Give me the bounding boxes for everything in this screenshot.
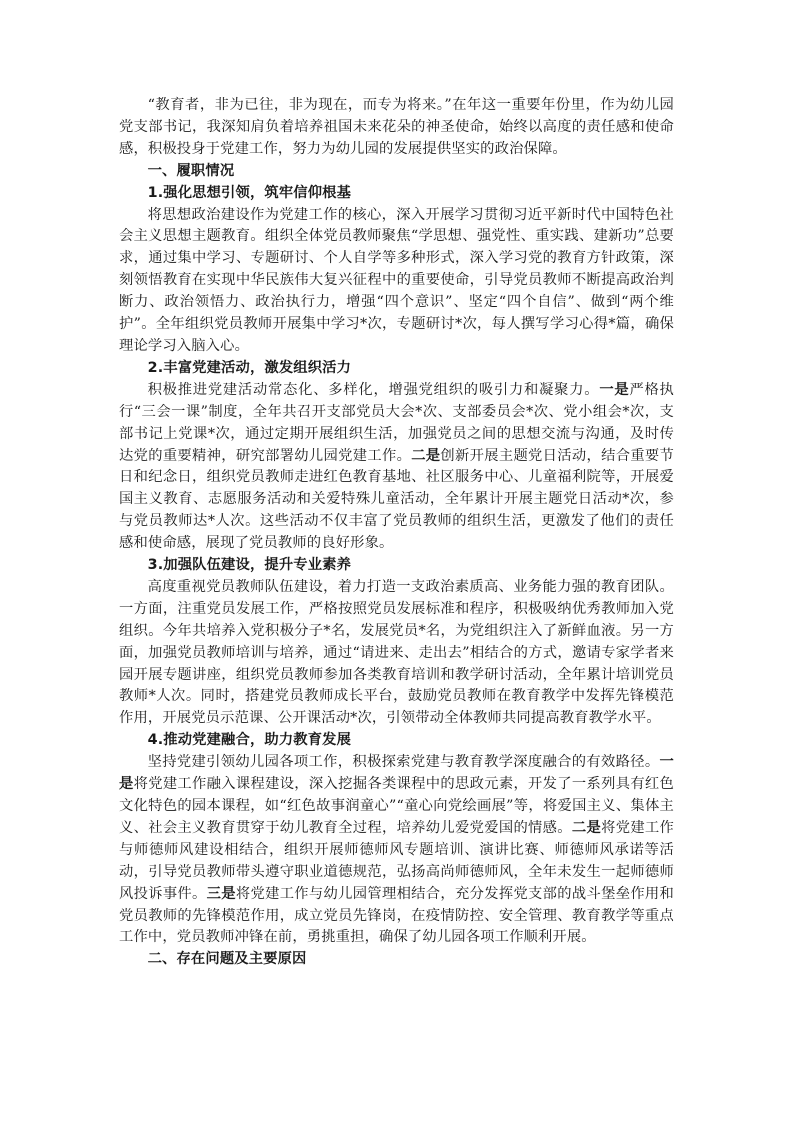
keyword-third: 三是	[206, 885, 236, 902]
subsection-4-point-3: 将党建工作与幼儿园管理相结合，充分发挥党支部的战斗堡垒作用和党员教师的先锋模范作用，成立党员先锋岗，在疫情防控、安全管理、教育教学等重点工作中，党员教师冲锋在前，勇挑重担，确保了幼儿园各项工作顺利开展。	[119, 885, 674, 946]
subsection-1-paragraph: 将思想政治建设作为党建工作的核心，深入开展学习贯彻习近平新时代中国特色社会主义思想主题教育。组织全体党员教师聚焦“学思想、强党性、重实践、建新功”总要求，通过集中学习、专题研讨、个人自学等多种形式，深入学习党的教育方针政策，深刻领悟教育在实现中华民族伟大复兴征程中的重要使命，引导党员教师不断提高政治判断力、政治领悟力、政治执行力，增强“四个意识”、坚定“四个自信”、做到“两个维护”。全年组织党员教师开展集中学习*次，专题研讨*次，每人撰写学习心得*篇，确保理论学习入脑入心。	[119, 206, 674, 354]
subsection-heading-4: 4.推动党建融合，助力教育发展	[147, 732, 352, 749]
subsection-2-point-1: 严格执行“三会一课”制度，全年共召开支部党员大会*次、支部委员会*次、党小组会*次，支部书记上党课*次，通过定期开展组织生活，加强党员之间的思想交流与沟通，及时传达党的重要精神，研究部署幼儿园党建工作。	[119, 381, 674, 464]
subsection-2-lead: 积极推进党建活动常态化、多样化，增强党组织的吸引力和凝聚力。	[147, 381, 600, 398]
keyword-first: 一是	[119, 754, 674, 793]
subsection-4-lead: 坚持党建引领幼儿园各项工作，积极探索党建与教育教学深度融合的有效路径。	[147, 754, 660, 771]
subsection-2-point-2: 创新开展主题党日活动，结合重要节日和纪念日，组织党员教师走进红色教育基地、社区服务中心、儿童福利院等，开展爱国主义教育、志愿服务活动和关爱特殊儿童活动，全年累计开展主题党日活动*次，参与党员教师达*人次。这些活动不仅丰富了党员教师的组织生活，更激发了他们的责任感和使命感，展现了党员教师的良好形象。	[119, 447, 674, 552]
subsection-heading-2: 2.丰富党建活动，激发组织活力	[147, 359, 352, 376]
keyword-second: 二是	[411, 447, 441, 464]
document-body	[119, 95, 674, 971]
keyword-first: 一是	[599, 381, 630, 398]
section-heading-performance: 一、履职情况	[147, 162, 235, 179]
intro-paragraph: “教育者，非为已往，非为现在，而专为将来。”在年这一重要年份里，作为幼儿园党支部书记，我深知肩负着培养祖国未来花朵的神圣使命，始终以高度的责任感和使命感，积极投身于党建工作，努力为幼儿园的发展提供坚实的政治保障。	[119, 97, 674, 157]
subsection-2-paragraph	[119, 380, 674, 555]
subsection-4-point-2: 将党建工作与师德师风建设相结合，组织开展师德师风专题培训、演讲比赛、师德师风承诺等活动，引导党员教师带头遵守职业道德规范，弘扬高尚师德师风，全年未发生一起师德师风投诉事件。	[119, 819, 674, 902]
keyword-second: 二是	[571, 819, 602, 836]
subsection-3-paragraph: 高度重视党员教师队伍建设，着力打造一支政治素质高、业务能力强的教育团队。一方面，注重党员发展工作，严格按照党员发展标准和程序，积极吸纳优秀教师加入党组织。今年共培养入党积极分子*名，发展党员*名，为党组织注入了新鲜血液。另一方面，加强党员教师培训与培养，通过“请进来、走出去”相结合的方式，邀请专家学者来园开展专题讲座，组织党员教师参加各类教育培训和教学研讨活动，全年累计培训党员教师*人次。同时，搭建党员教师成长平台，鼓励党员教师在教育教学中发挥先锋模范作用，开展党员示范课、公开课活动*次，引领带动全体教师共同提高教育教学水平。	[119, 578, 674, 727]
section-heading-problems: 二、存在问题及主要原因	[147, 951, 307, 968]
subsection-4-paragraph	[119, 752, 674, 949]
subsection-heading-1: 1.强化思想引领，筑牢信仰根基	[147, 184, 352, 201]
subsection-4-point-1: 将党建工作融入课程建设，深入挖掘各类课程中的思政元素，开发了一系列具有红色文化特色的园本课程，如“红色故事润童心”“童心向党绘画展”等，将爱国主义、集体主义、社会主义教育贯穿于幼儿教育全过程，培养幼儿爱党爱国的情感。	[119, 776, 674, 836]
subsection-heading-3: 3.加强队伍建设，提升专业素养	[147, 557, 352, 574]
